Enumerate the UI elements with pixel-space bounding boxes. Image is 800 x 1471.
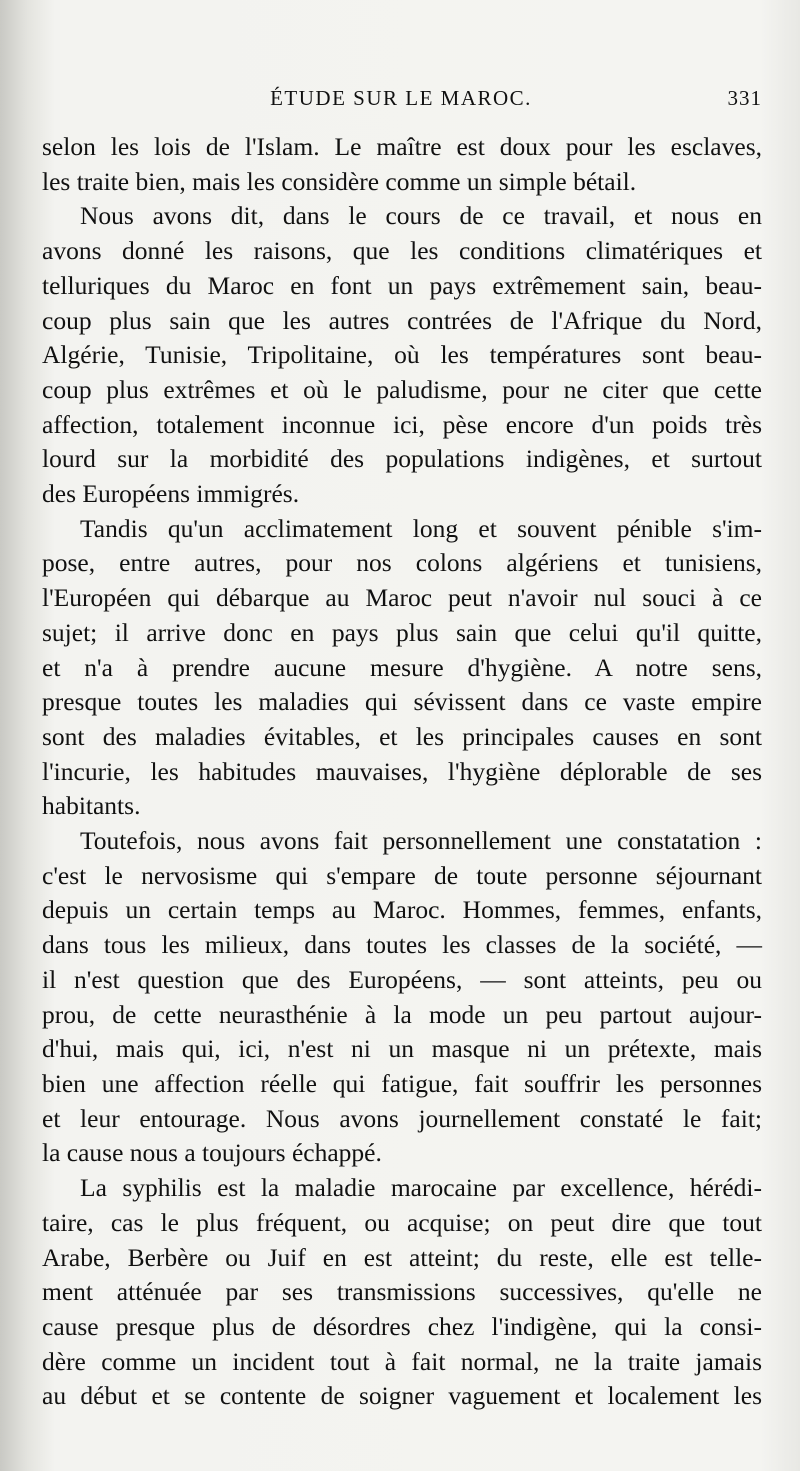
text-line: sont des maladies évitables, et les principales causes en sont xyxy=(42,721,762,751)
text-line: dans tous les milieux, dans toutes les classes de la société, — xyxy=(42,930,762,960)
text-line: lourd sur la morbidité des populations indigènes, et surtout xyxy=(42,444,762,474)
text-line: presque toutes les maladies qui sévissent dans ce vaste empire xyxy=(42,687,762,717)
text-line: habitants. xyxy=(42,791,141,821)
text-line: coup plus extrêmes et où le paludisme, pour ne citer que cette xyxy=(42,374,762,404)
text-line: prou, de cette neurasthénie à la mode un peu partout aujour- xyxy=(42,999,762,1029)
text-line: telluriques du Maroc en font un pays extrêmement sain, beau- xyxy=(42,270,762,300)
text-line: l'incurie, les habitudes mauvaises, l'hygiène déplorable de ses xyxy=(42,756,762,786)
text-line: taire, cas le plus fréquent, ou acquise; on peut dire que tout xyxy=(42,1207,762,1237)
text-line: selon les lois de l'Islam. Le maître est doux pour les esclaves, xyxy=(42,132,762,161)
text-line: d'hui, mais qui, ici, n'est ni un masque ni un prétexte, mais xyxy=(42,1034,762,1064)
body-text xyxy=(42,130,762,1414)
text-line: Toutefois, nous avons fait personnellement une constatation : xyxy=(80,826,762,856)
text-line: c'est le nervosisme qui s'empare de toute personne séjournant xyxy=(42,860,762,890)
text-line: et leur entourage. Nous avons journellement constaté le fait; xyxy=(42,1103,762,1133)
running-title: ÉTUDE SUR LE MAROC. xyxy=(270,86,532,110)
text-line: ment atténuée par ses transmissions successives, qu'elle ne xyxy=(42,1277,762,1307)
text-line: avons donné les raisons, que les conditions climatériques et xyxy=(42,236,762,266)
text-line: Arabe, Berbère ou Juif en est atteint; du reste, elle est telle- xyxy=(42,1242,762,1272)
text-line: et n'a à prendre aucune mesure d'hygiène. A notre sens, xyxy=(42,652,762,682)
text-line: au début et se contente de soigner vaguement et localement les xyxy=(42,1381,762,1411)
page-header xyxy=(40,86,762,122)
text-line: bien une affection réelle qui fatigue, fait souffrir les personnes xyxy=(42,1068,762,1098)
text-line: Algérie, Tunisie, Tripolitaine, où les températures sont beau- xyxy=(42,340,762,370)
text-line: les traite bien, mais les considère comme un simple bétail. xyxy=(42,166,637,196)
text-line: la cause nous a toujours échappé. xyxy=(42,1138,382,1168)
text-line: dère comme un incident tout à fait normal, ne la traite jamais xyxy=(42,1346,762,1376)
text-line: des Européens immigrés. xyxy=(42,479,300,509)
text-line: Nous avons dit, dans le cours de ce travail, et nous en xyxy=(80,201,762,231)
text-line: sujet; il arrive donc en pays plus sain que celui qu'il quitte, xyxy=(42,617,762,647)
text-line: affection, totalement inconnue ici, pèse encore d'un poids très xyxy=(42,409,762,439)
text-line: depuis un certain temps au Maroc. Hommes, femmes, enfants, xyxy=(42,895,762,925)
page-number: 331 xyxy=(727,86,762,110)
text-line: Tandis qu'un acclimatement long et souvent pénible s'im- xyxy=(80,513,762,543)
text-line: La syphilis est la maladie marocaine par excellence, hérédi- xyxy=(80,1173,762,1203)
text-line: pose, entre autres, pour nos colons algériens et tunisiens, xyxy=(42,548,762,578)
text-line: il n'est question que des Européens, — sont atteints, peu ou xyxy=(42,964,762,994)
text-line: cause presque plus de désordres chez l'indigène, qui la consi- xyxy=(42,1311,762,1341)
text-line: l'Européen qui débarque au Maroc peut n'avoir nul souci à ce xyxy=(42,583,762,613)
text-line: coup plus sain que les autres contrées de l'Afrique du Nord, xyxy=(42,305,762,335)
